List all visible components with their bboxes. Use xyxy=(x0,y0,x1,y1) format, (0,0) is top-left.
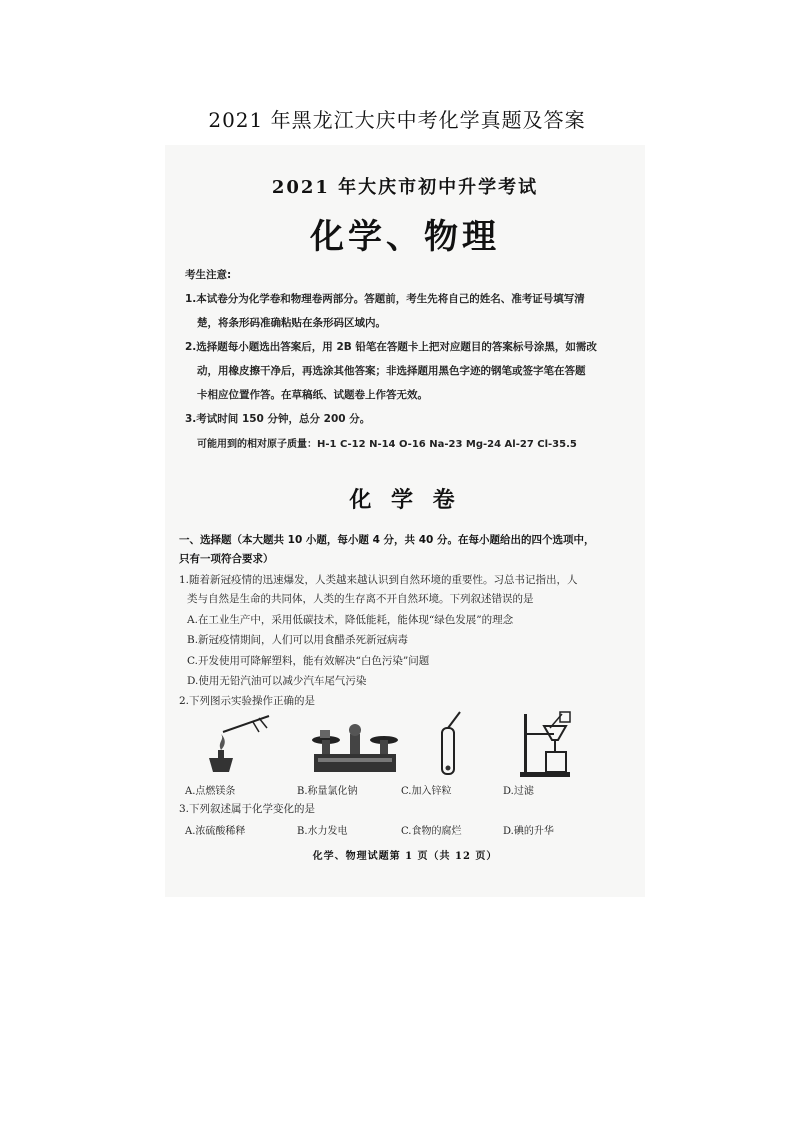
q1-option-c: C.开发使用可降解塑料，能有效解决“白色污染”问题 xyxy=(187,655,430,667)
q3-stem: 3.下列叙述属于化学变化的是 xyxy=(179,803,316,815)
atomic-mass-line: 可能用到的相对原子质量：H-1 C-12 N-14 O-16 Na-23 Mg-24 Al-27 Cl-35.5 xyxy=(197,439,577,450)
q3-option-c: C.食物的腐烂 xyxy=(401,826,462,837)
q2-caption-b: B.称量氯化钠 xyxy=(297,786,358,797)
notice-line: 卡相应位置作答。在草稿纸、试题卷上作答无效。 xyxy=(197,389,428,401)
paper-title: 化 学 卷 xyxy=(349,488,461,513)
notice-line: 动，用橡皮擦干净后，再选涂其他答案；非选择题用黑色字迹的钢笔或签字笔在答题 xyxy=(197,365,586,377)
q2-caption-a: A.点燃镁条 xyxy=(185,786,236,797)
q3-option-a: A.浓硫酸稀释 xyxy=(185,826,246,837)
q1-stem-cont: 类与自然是生命的共同体，人类的生存离不开自然环境。下列叙述错误的是 xyxy=(187,593,534,605)
scanned-exam-page xyxy=(165,145,645,897)
q1-stem: 1.随着新冠疫情的迅速爆发，人类越来越认识到自然环境的重要性。习总书记指出，人 xyxy=(179,574,578,586)
exam-subject: 化学、物理 xyxy=(310,217,500,257)
filtration-stand-icon xyxy=(510,710,590,780)
q2-caption-c: C.加入锌粒 xyxy=(401,786,452,797)
q3-option-d: D.碘的升华 xyxy=(503,826,554,837)
q2-caption-d: D.过滤 xyxy=(503,786,534,797)
page-footer: 化学、物理试题第 1 页（共 12 页） xyxy=(312,851,498,862)
alcohol-lamp-icon xyxy=(195,710,285,780)
notice-line: 2.选择题每小题选出答案后，用 2B 铅笔在答题卡上把对应题目的答案标号涂黑，如需改 xyxy=(185,341,597,353)
q1-option-a: A.在工业生产中，采用低碳技术，降低能耗，能体现“绿色发展”的理念 xyxy=(187,614,514,626)
q1-option-d: D.使用无铅汽油可以减少汽车尾气污染 xyxy=(187,675,367,687)
q1-option-b: B.新冠疫情期间，人们可以用食醋杀死新冠病毒 xyxy=(187,634,409,646)
notice-line: 1.本试卷分为化学卷和物理卷两部分。答题前，考生先将自己的姓名、准考证号填写清 xyxy=(185,293,585,305)
notice-line: 3.考试时间 150 分钟，总分 200 分。 xyxy=(185,413,371,425)
section-heading: 一、选择题（本大题共 10 小题，每小题 4 分，共 40 分。在每小题给出的四个选项中， xyxy=(179,534,595,546)
notice-heading: 考生注意: xyxy=(185,269,232,281)
notice-line: 楚，将条形码准确粘贴在条形码区域内。 xyxy=(197,317,386,329)
q2-stem: 2.下列图示实验操作正确的是 xyxy=(179,695,316,707)
section-heading-cont: 只有一项符合要求） xyxy=(179,553,274,565)
test-tube-icon xyxy=(420,710,480,780)
q3-option-b: B.水力发电 xyxy=(297,826,348,837)
exam-title: 2021 年大庆市初中升学考试 xyxy=(271,177,539,198)
balance-icon xyxy=(300,710,410,780)
document-title: 2021 年黑龙江大庆中考化学真题及答案 xyxy=(208,108,586,132)
